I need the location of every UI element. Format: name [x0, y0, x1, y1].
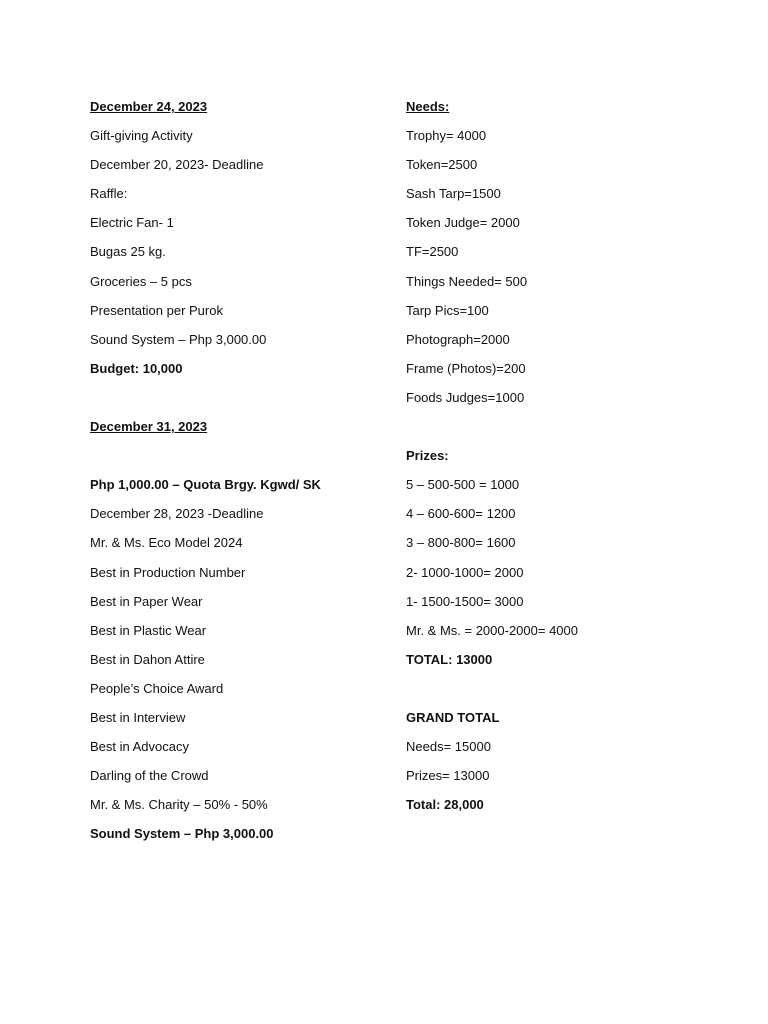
left-column [90, 92, 390, 848]
right-column-line: 1- 1500-1500= 3000 [406, 593, 524, 609]
left-column-line: Sound System – Php 3,000.00 [90, 826, 274, 842]
left-column-line: December 20, 2023- Deadline [90, 157, 264, 173]
right-column-line: Needs= 15000 [406, 739, 491, 755]
left-column-line: Darling of the Crowd [90, 768, 209, 784]
right-column-line: 5 – 500-500 = 1000 [406, 477, 520, 493]
right-column [406, 92, 726, 819]
right-column-blank-line [406, 674, 726, 703]
left-column-line: Mr. & Ms. Charity – 50% - 50% [90, 797, 268, 813]
right-column-line: Photograph=2000 [406, 331, 510, 347]
right-column-line: Tarp Pics=100 [406, 302, 489, 318]
left-column-line: Php 1,000.00 – Quota Brgy. Kgwd/ SK [90, 477, 321, 493]
left-column-line: Sound System – Php 3,000.00 [90, 331, 267, 347]
left-column-line: Groceries – 5 pcs [90, 273, 192, 289]
left-column-line: Bugas 25 kg. [90, 244, 166, 260]
right-column-line: Mr. & Ms. = 2000-2000= 4000 [406, 622, 578, 638]
left-column-blank-line [90, 441, 390, 470]
right-column-line: Total: 28,000 [406, 797, 484, 813]
left-column-line: Electric Fan- 1 [90, 215, 174, 231]
right-column-line: TOTAL: 13000 [406, 651, 493, 667]
left-column-line: December 24, 2023 [90, 99, 208, 114]
right-column-line: Prizes: [406, 448, 449, 464]
left-column-line: December 28, 2023 -Deadline [90, 506, 264, 522]
left-column-line: December 31, 2023 [90, 419, 208, 435]
left-column-line: Budget: 10,000 [90, 360, 183, 376]
right-column-line: GRAND TOTAL [406, 709, 500, 725]
right-column-line: 2- 1000-1000= 2000 [406, 564, 524, 580]
left-column-line: Mr. & Ms. Eco Model 2024 [90, 535, 243, 551]
right-column-line: Trophy= 4000 [406, 128, 487, 144]
left-column-line: Best in Interview [90, 709, 186, 725]
right-column-line: Token Judge= 2000 [406, 215, 520, 231]
right-column-line: 3 – 800-800= 1600 [406, 535, 516, 551]
left-column-blank-line [90, 383, 390, 412]
left-column-line: Best in Production Number [90, 564, 246, 580]
left-column-line: Presentation per Purok [90, 302, 223, 318]
right-column-line: Foods Judges=1000 [406, 389, 525, 405]
left-column-line: People’s Choice Award [90, 680, 224, 696]
right-column-line: Things Needed= 500 [406, 273, 528, 289]
right-column-line: TF=2500 [406, 244, 459, 260]
right-column-blank-line [406, 412, 726, 441]
right-column-line: 4 – 600-600= 1200 [406, 506, 516, 522]
right-column-line: Sash Tarp=1500 [406, 186, 501, 202]
left-column-line: Best in Dahon Attire [90, 651, 205, 667]
right-column-line: Needs: [406, 99, 450, 114]
left-column-line: Gift-giving Activity [90, 128, 193, 144]
left-column-line: Best in Paper Wear [90, 593, 203, 609]
left-column-line: Best in Advocacy [90, 739, 189, 755]
right-column-line: Frame (Photos)=200 [406, 360, 526, 376]
right-column-line: Token=2500 [406, 157, 478, 173]
left-column-line: Raffle: [90, 186, 128, 202]
right-column-line: Prizes= 13000 [406, 768, 490, 784]
left-column-line: Best in Plastic Wear [90, 622, 207, 638]
